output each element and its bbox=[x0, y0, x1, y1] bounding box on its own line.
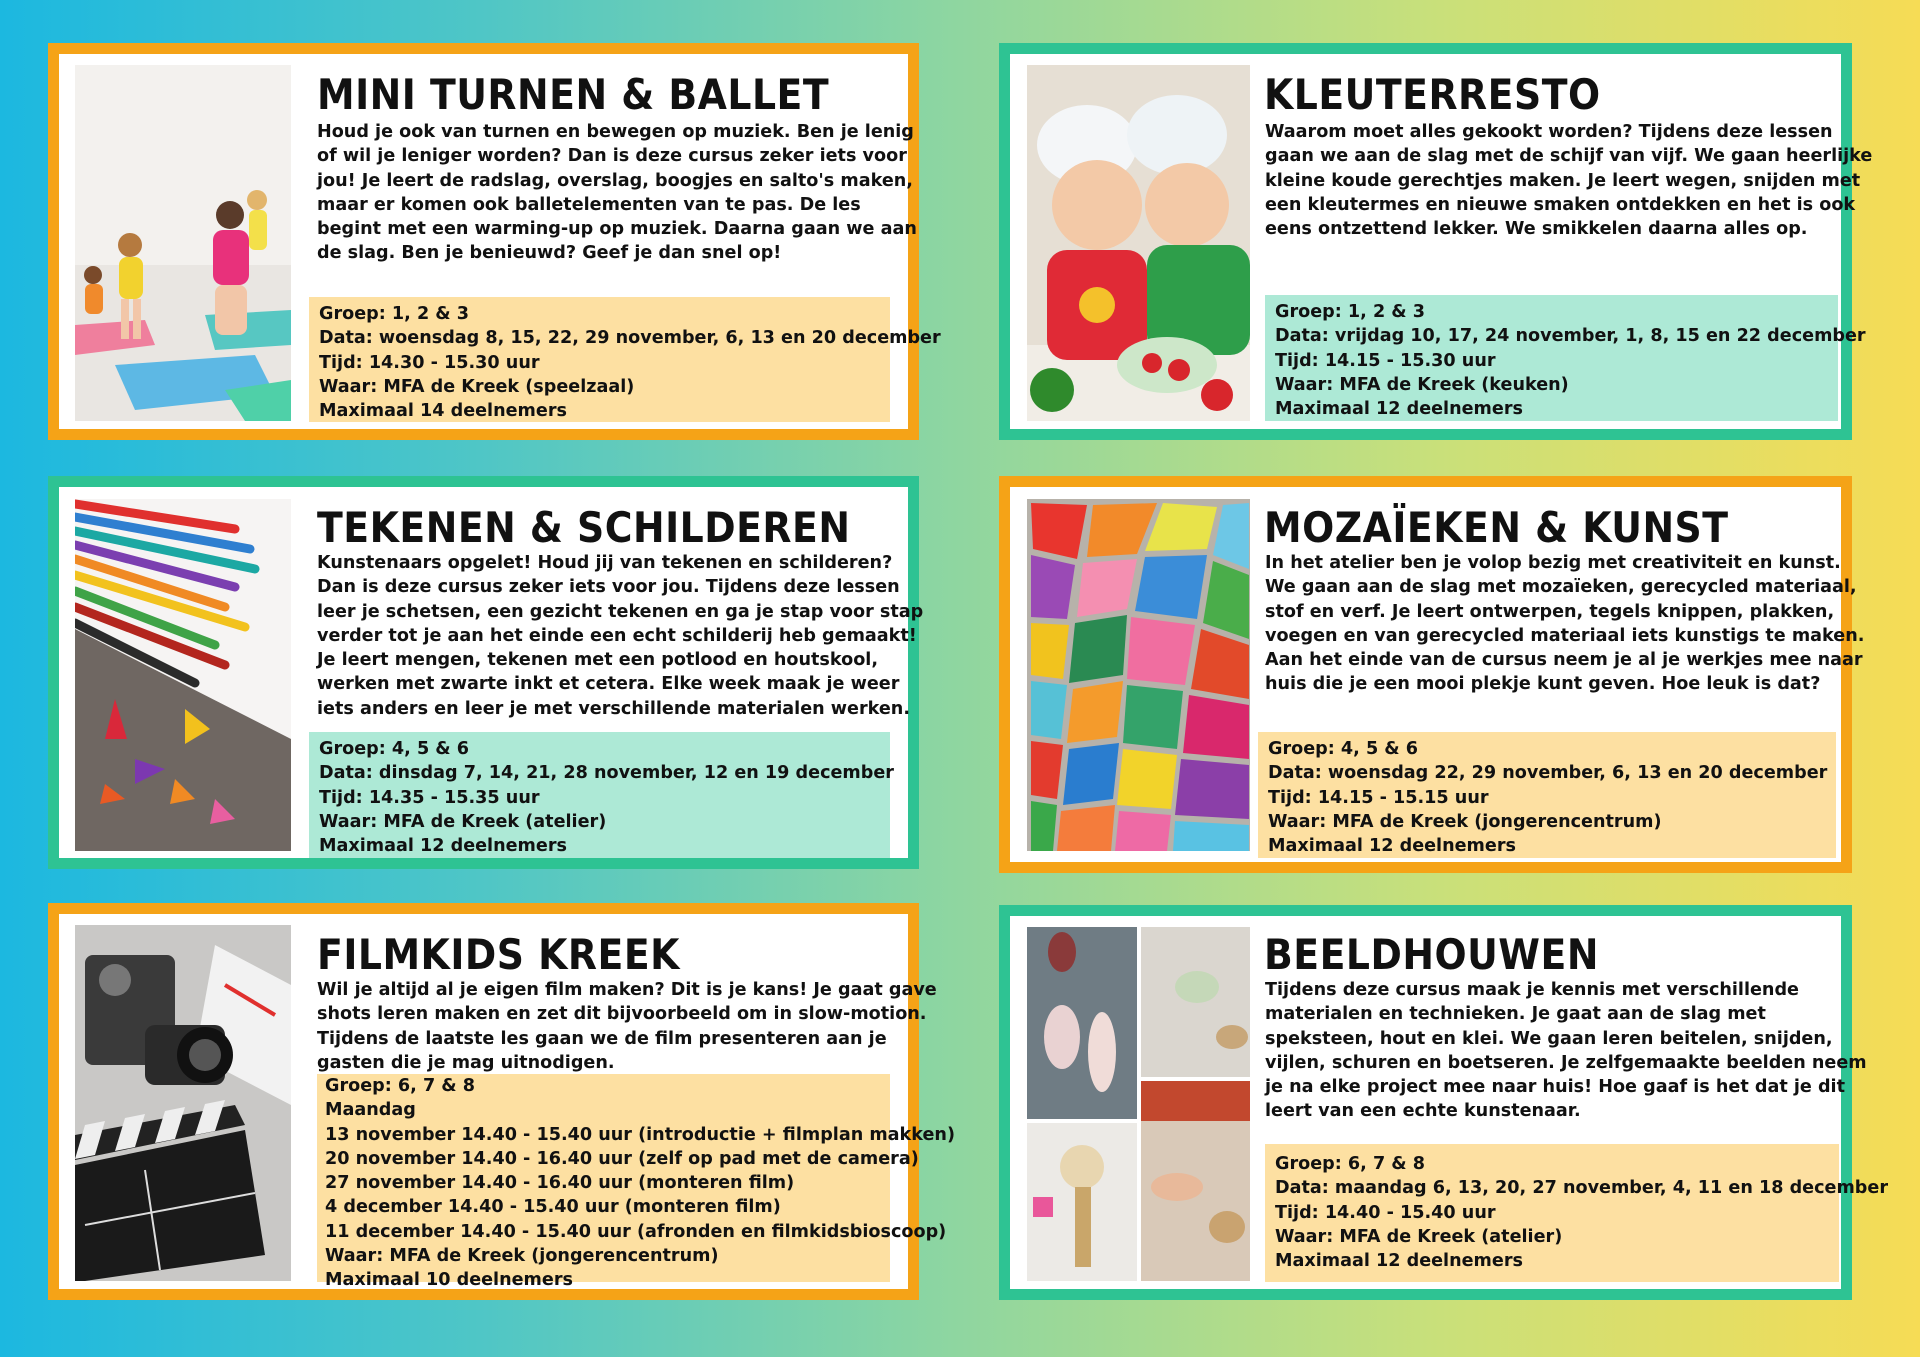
desc-line: leert van een echte kunstenaar. bbox=[1265, 1101, 1581, 1122]
info-line: 13 november 14.40 - 15.40 uur (introductie + filmplan makken) bbox=[325, 1124, 955, 1145]
desc-line: materialen en technieken. Je gaat aan de slag met bbox=[1265, 1004, 1766, 1025]
desc-line: kleine koude gerechtjes maken. Je leert wegen, snijden met bbox=[1265, 170, 1861, 191]
desc-line: In het atelier ben je volop bezig met creativiteit en kunst. bbox=[1265, 553, 1841, 573]
desc-line: huis die je een mooi plekje kunt geven. Hoe leuk is dat? bbox=[1265, 674, 1821, 695]
desc-line: of wil je leniger worden? Dan is deze cursus zeker iets voor bbox=[317, 146, 907, 167]
desc-line: Je leert mengen, tekenen met een potlood en houtskool, bbox=[317, 650, 879, 671]
info-line: Waar: MFA de Kreek (atelier) bbox=[1275, 1226, 1563, 1247]
card-tekenen-schilderen bbox=[48, 476, 924, 869]
info-box bbox=[1265, 1144, 1888, 1282]
info-box bbox=[317, 1074, 955, 1291]
desc-line: gaan we aan de slag met de schijf van vijf. We gaan heerlijke bbox=[1265, 146, 1873, 167]
info-line: Maximaal 12 deelnemers bbox=[1268, 836, 1516, 857]
info-box bbox=[1265, 295, 1866, 421]
card-description bbox=[317, 978, 937, 1075]
card-title: KLEUTERRESTO bbox=[1264, 70, 1601, 119]
photo-mosaic-tiles bbox=[1027, 499, 1250, 851]
desc-line: stof en verf. Je leert ontwerpen, tegels knippen, plakken, bbox=[1265, 601, 1835, 622]
photo-colored-pencils bbox=[75, 499, 291, 851]
card-mini-turnen-ballet bbox=[48, 43, 941, 440]
info-line: Tijd: 14.15 - 15.30 uur bbox=[1275, 350, 1496, 371]
photo-kids-gymnastics bbox=[75, 65, 291, 421]
info-line: Tijd: 14.40 - 15.40 uur bbox=[1275, 1202, 1496, 1223]
card-description bbox=[1265, 978, 1867, 1124]
info-line: Waar: MFA de Kreek (speelzaal) bbox=[319, 376, 635, 397]
card-title: FILMKIDS KREEK bbox=[317, 930, 680, 979]
card-mozaieken-kunst bbox=[999, 476, 1865, 873]
info-box bbox=[309, 297, 941, 422]
info-box bbox=[1258, 732, 1836, 858]
desc-line: werken met zwarte inkt et cetera. Elke week maak je weer bbox=[317, 674, 900, 695]
info-line: Maximaal 14 deelnemers bbox=[319, 401, 567, 422]
desc-line: je na elke project mee naar huis! Hoe gaaf is het dat je dit bbox=[1265, 1077, 1845, 1098]
desc-line: shots leren maken en zet dit bijvoorbeeld om in slow-motion. bbox=[317, 1004, 927, 1025]
info-line: Tijd: 14.35 - 15.35 uur bbox=[319, 787, 540, 808]
desc-line: We gaan aan de slag met mozaïeken, gerecycled materiaal, bbox=[1265, 577, 1857, 598]
desc-line: speksteen, hout en klei. We gaan leren beitelen, snijden, bbox=[1265, 1028, 1833, 1049]
desc-line: Tijdens de laatste les gaan we de film presenteren aan je bbox=[317, 1028, 887, 1049]
info-line: Groep: 6, 7 & 8 bbox=[1275, 1154, 1426, 1174]
photo-sculptures-collage bbox=[1027, 927, 1250, 1281]
desc-line: leer je schetsen, een gezicht tekenen en ga je stap voor stap bbox=[317, 601, 924, 622]
info-line: Waar: MFA de Kreek (jongerencentrum) bbox=[325, 1246, 719, 1267]
desc-line: Dan is deze cursus zeker iets voor jou. Tijdens deze lessen bbox=[317, 577, 900, 598]
desc-line: verder tot je aan het einde een echt schilderij heb gemaakt! bbox=[317, 625, 917, 646]
card-description bbox=[317, 120, 917, 266]
info-line: Tijd: 14.15 - 15.15 uur bbox=[1268, 787, 1489, 808]
info-line: Data: dinsdag 7, 14, 21, 28 november, 12 en 19 december bbox=[319, 763, 894, 784]
info-line: Maximaal 12 deelnemers bbox=[319, 836, 567, 857]
card-description bbox=[317, 551, 923, 721]
card-title: BEELDHOUWEN bbox=[1264, 930, 1599, 979]
photo-kids-cooking bbox=[1027, 65, 1250, 421]
info-line: Groep: 4, 5 & 6 bbox=[1268, 739, 1419, 759]
info-line: 4 december 14.40 - 15.40 uur (monteren film) bbox=[325, 1197, 781, 1218]
info-line: 27 november 14.40 - 16.40 uur (monteren film) bbox=[325, 1173, 795, 1194]
desc-line: gasten die je mag uitnodigen. bbox=[317, 1052, 615, 1073]
desc-line: Kunstenaars opgelet! Houd jij van tekenen en schilderen? bbox=[317, 553, 893, 573]
desc-line: de slag. Ben je benieuwd? Geef je dan snel op! bbox=[317, 243, 782, 264]
photo-film-camera-clapperboard bbox=[75, 925, 291, 1281]
desc-line: een kleutermes en nieuwe smaken ontdekken en het is ook bbox=[1265, 194, 1856, 215]
info-line: Data: vrijdag 10, 17, 24 november, 1, 8, 15 en 22 december bbox=[1275, 326, 1866, 347]
desc-line: jou! Je leert de radslag, overslag, boogjes en salto's maken, bbox=[317, 170, 913, 191]
info-line: Data: maandag 6, 13, 20, 27 november, 4, 11 en 18 december bbox=[1275, 1178, 1888, 1199]
info-line: Maximaal 12 deelnemers bbox=[1275, 1251, 1523, 1272]
info-line: Tijd: 14.30 - 15.30 uur bbox=[319, 352, 540, 373]
info-line: Groep: 1, 2 & 3 bbox=[319, 304, 470, 324]
info-line: Groep: 6, 7 & 8 bbox=[325, 1076, 476, 1096]
info-line: Data: woensdag 22, 29 november, 6, 13 en 20 december bbox=[1268, 763, 1828, 784]
card-description bbox=[1265, 120, 1872, 241]
card-beeldhouwen bbox=[999, 905, 1888, 1300]
card-title: TEKENEN & SCHILDEREN bbox=[317, 503, 851, 552]
desc-line: Wil je altijd al je eigen film maken? Dit is je kans! Je gaat gave bbox=[317, 980, 937, 1000]
card-description bbox=[1265, 551, 1864, 697]
info-line: Waar: MFA de Kreek (jongerencentrum) bbox=[1268, 811, 1662, 832]
info-line: 11 december 14.40 - 15.40 uur (afronden en filmkidsbioscoop) bbox=[325, 1221, 947, 1242]
info-box bbox=[309, 732, 894, 858]
info-line: Groep: 1, 2 & 3 bbox=[1275, 302, 1426, 322]
desc-line: eens ontzettend lekker. We smikkelen daarna alles op. bbox=[1265, 219, 1808, 240]
info-line: Groep: 4, 5 & 6 bbox=[319, 739, 470, 759]
info-line: Waar: MFA de Kreek (atelier) bbox=[319, 811, 607, 832]
card-filmkids-kreek bbox=[48, 903, 955, 1300]
desc-line: maar er komen ook balletelementen van te pas. De les bbox=[317, 194, 861, 215]
card-title: MINI TURNEN & BALLET bbox=[317, 70, 830, 119]
info-line: Waar: MFA de Kreek (keuken) bbox=[1275, 374, 1569, 395]
card-kleuterresto bbox=[999, 43, 1873, 440]
desc-line: Houd je ook van turnen en bewegen op muziek. Ben je lenig bbox=[317, 122, 914, 142]
desc-line: Waarom moet alles gekookt worden? Tijdens deze lessen bbox=[1265, 122, 1833, 142]
info-line: Data: woensdag 8, 15, 22, 29 november, 6, 13 en 20 december bbox=[319, 328, 941, 349]
desc-line: voegen en van gerecycled materiaal iets kunstigs te maken. bbox=[1265, 625, 1865, 646]
desc-line: iets anders en leer je met verschillende materialen werken. bbox=[317, 698, 911, 719]
desc-line: vijlen, schuren en boetseren. Je zelfgemaakte beelden neem bbox=[1265, 1052, 1867, 1073]
desc-line: Tijdens deze cursus maak je kennis met verschillende bbox=[1265, 980, 1799, 1000]
info-line: 20 november 14.40 - 16.40 uur (zelf op pad met de camera) bbox=[325, 1148, 919, 1169]
card-title: MOZAÏEKEN & KUNST bbox=[1264, 503, 1729, 552]
info-line: Maximaal 10 deelnemers bbox=[325, 1270, 573, 1291]
desc-line: Aan het einde van de cursus neem je al je werkjes mee naar bbox=[1265, 650, 1863, 671]
desc-line: begint met een warming-up op muziek. Daarna gaan we aan bbox=[317, 219, 917, 240]
info-line: Maximaal 12 deelnemers bbox=[1275, 399, 1523, 420]
info-line: Maandag bbox=[325, 1100, 416, 1121]
